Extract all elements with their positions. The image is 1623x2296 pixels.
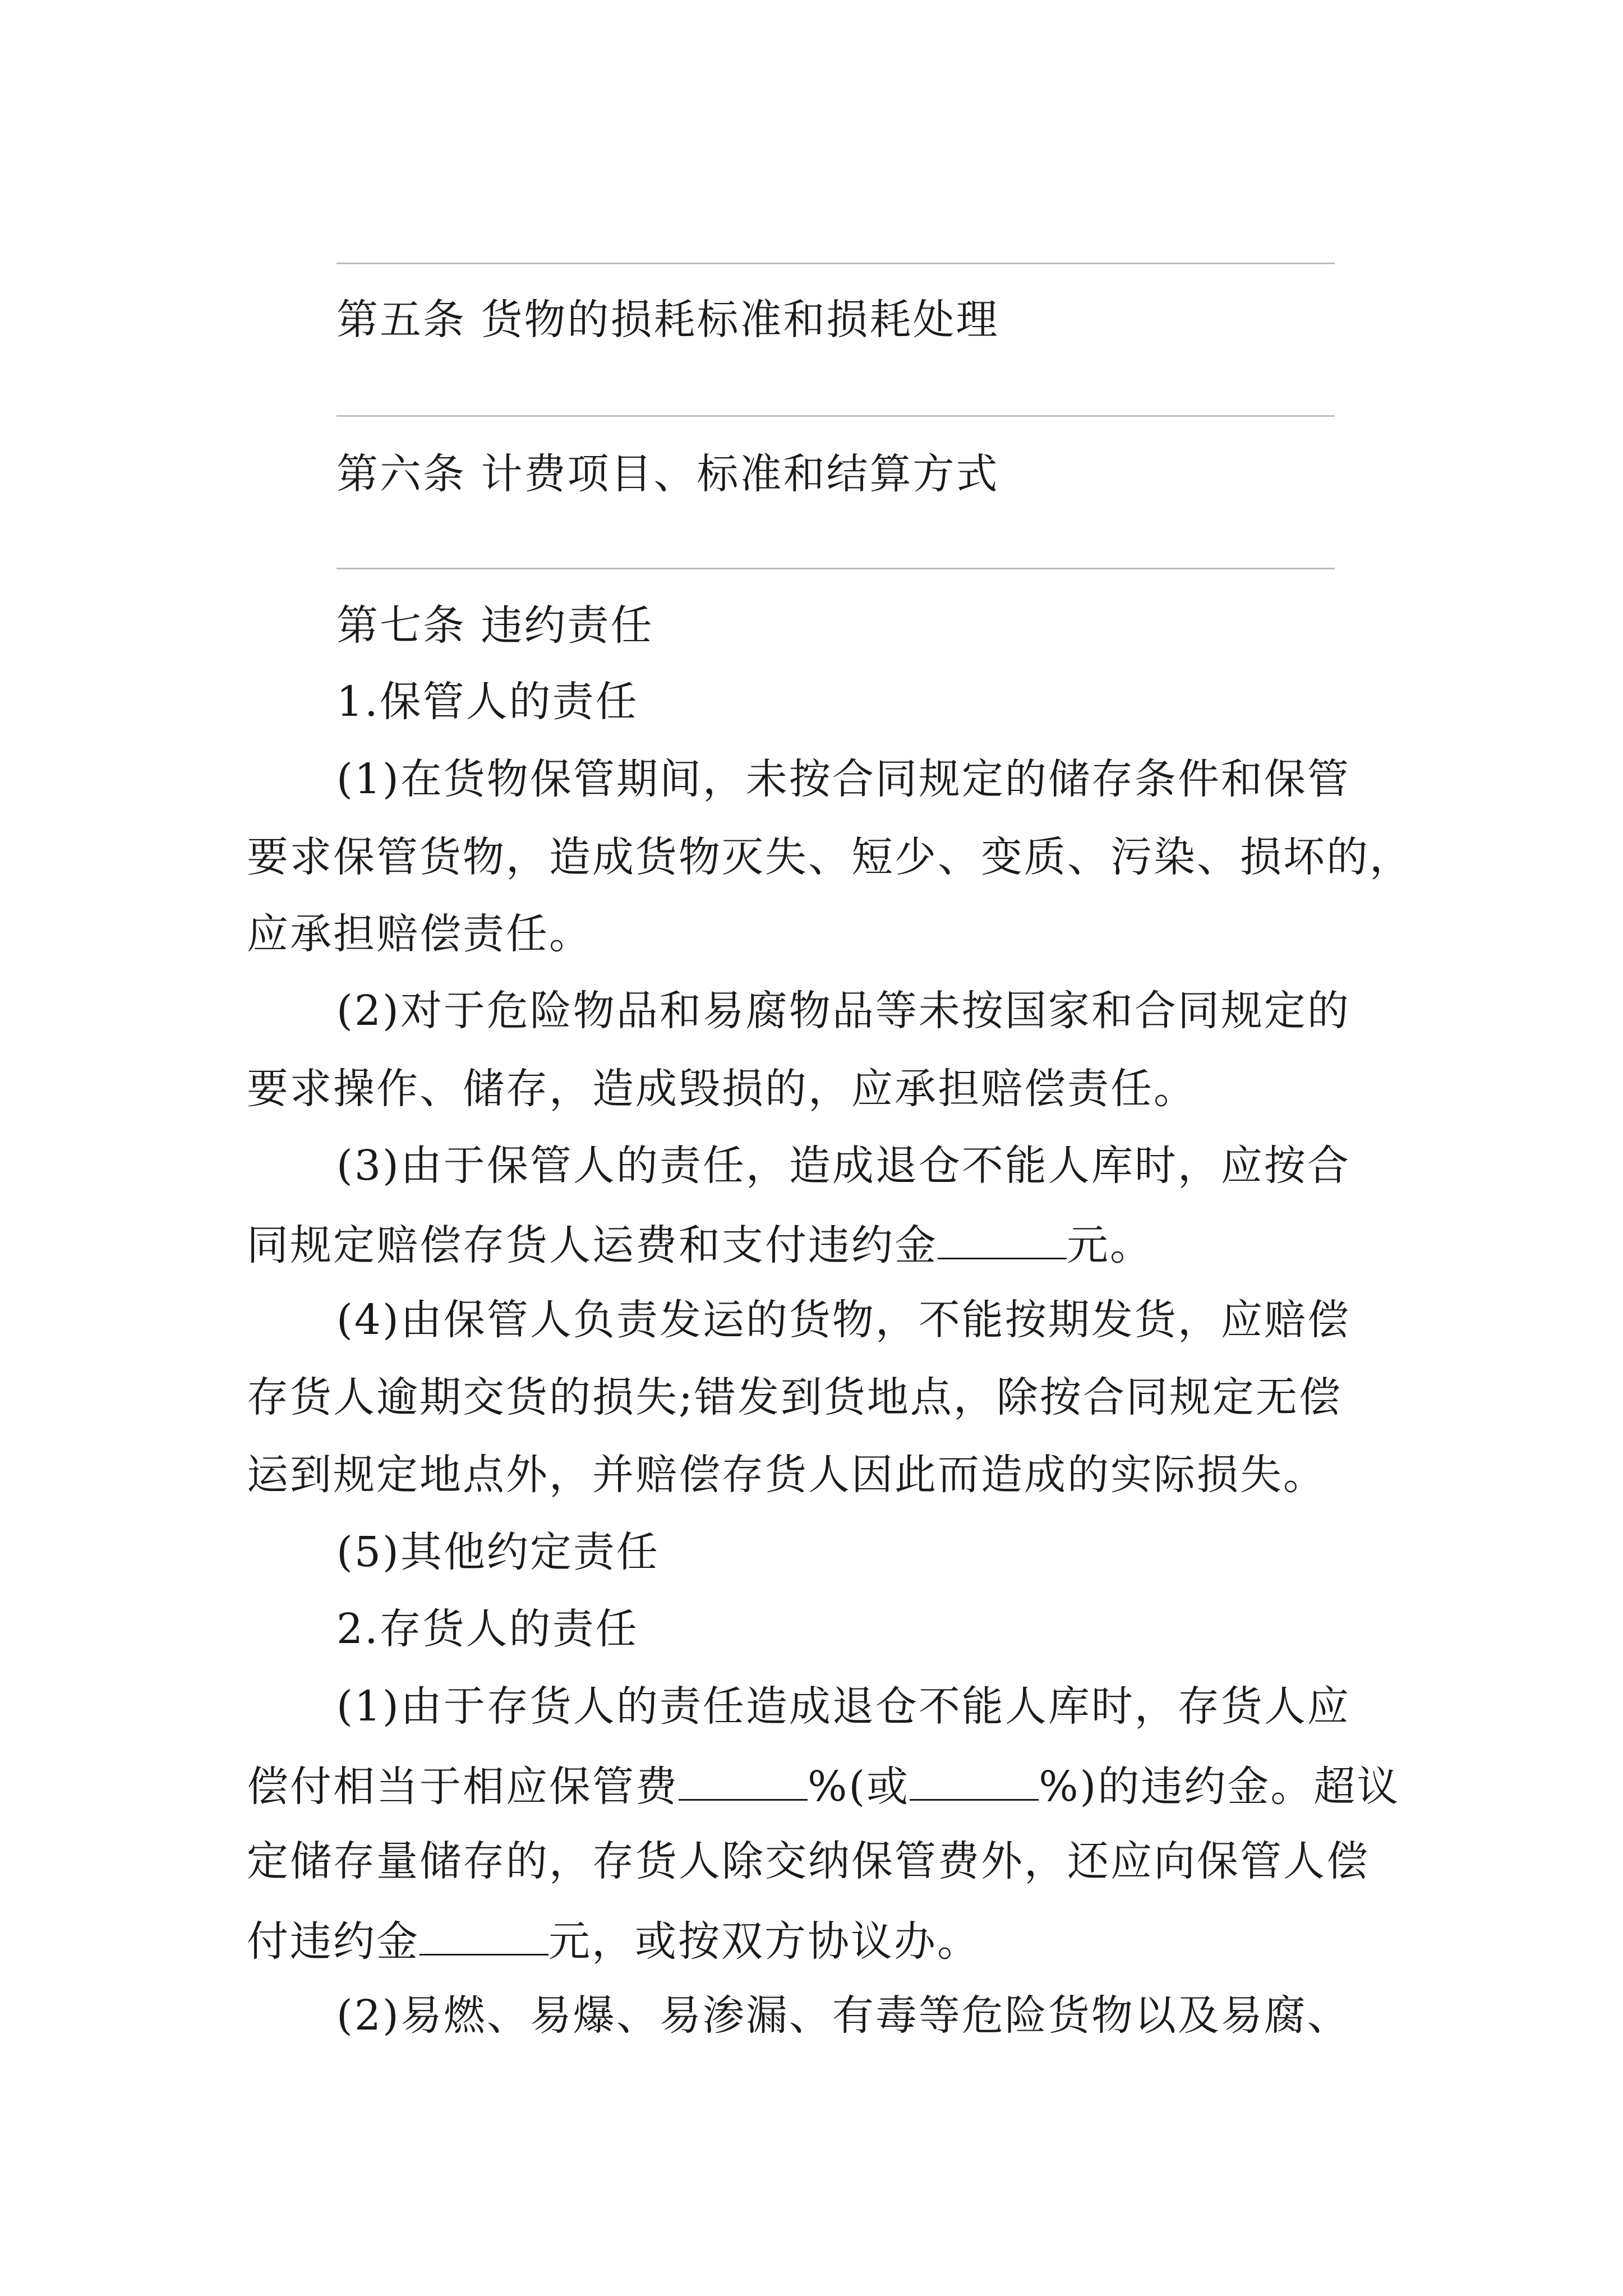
paragraph-line: (4)由保管人负责发运的货物，不能按期发货，应赔偿	[336, 1296, 1350, 1344]
paragraph-line: (5)其他约定责任	[336, 1528, 660, 1576]
paragraph-line: (1)在货物保管期间，未按合同规定的储存条件和保管	[336, 755, 1350, 803]
text-segment: 偿付相当于相应保管费	[247, 1763, 679, 1811]
fill-in-blank	[910, 1763, 1039, 1801]
paragraph-line: (2)对于危险物品和易腐物品等未按国家和合同规定的	[336, 987, 1350, 1035]
text-segment: 元，或按双方协议办。	[548, 1917, 980, 1966]
article-7-heading: 第七条 违约责任	[336, 601, 654, 650]
paragraph-line	[247, 1763, 1400, 1811]
text-segment: 付违约金	[247, 1917, 419, 1966]
fill-in-blank	[419, 1918, 548, 1955]
paragraph-line: 应承担赔偿责任。	[247, 910, 592, 958]
separator-line	[336, 568, 1335, 569]
separator-line	[336, 415, 1335, 417]
separator-line	[336, 263, 1335, 264]
paragraph-line: 定储存量储存的，存货人除交纳保管费外，还应向保管人偿	[247, 1837, 1370, 1885]
section-1-heading: 1.保管人的责任	[336, 678, 639, 726]
paragraph-line: 存货人逾期交货的损失;错发到货地点，除按合同规定无偿	[247, 1373, 1342, 1421]
text-segment: %)的违约金。超议	[1039, 1763, 1400, 1811]
paragraph-line: (3)由于保管人的责任，造成退仓不能人库时，应按合	[336, 1142, 1350, 1190]
fill-in-blank	[679, 1763, 808, 1801]
paragraph-line: 要求保管货物，造成货物灭失、短少、变质、污染、损坏的，	[247, 833, 1413, 881]
paragraph-line: (1)由于存货人的责任造成退仓不能人库时，存货人应	[336, 1682, 1350, 1731]
paragraph-line: 要求操作、储存，造成毁损的，应承担赔偿责任。	[247, 1065, 1197, 1113]
article-5-heading: 第五条 货物的损耗标准和损耗处理	[336, 296, 999, 344]
paragraph-line	[247, 1221, 1391, 1269]
paragraph-line: (2)易燃、易爆、易渗漏、有毒等危险货物以及易腐、	[336, 1991, 1350, 2040]
paragraph-line	[247, 1917, 1391, 1966]
text-segment: 元。	[1067, 1221, 1153, 1269]
text-segment: %(或	[808, 1763, 910, 1811]
section-2-heading: 2.存货人的责任	[336, 1605, 639, 1653]
article-6-heading: 第六条 计费项目、标准和结算方式	[336, 450, 999, 498]
fill-in-blank	[938, 1222, 1067, 1259]
text-segment: 同规定赔偿存货人运费和支付违约金	[247, 1221, 938, 1269]
paragraph-line: 运到规定地点外，并赔偿存货人因此而造成的实际损失。	[247, 1451, 1326, 1499]
